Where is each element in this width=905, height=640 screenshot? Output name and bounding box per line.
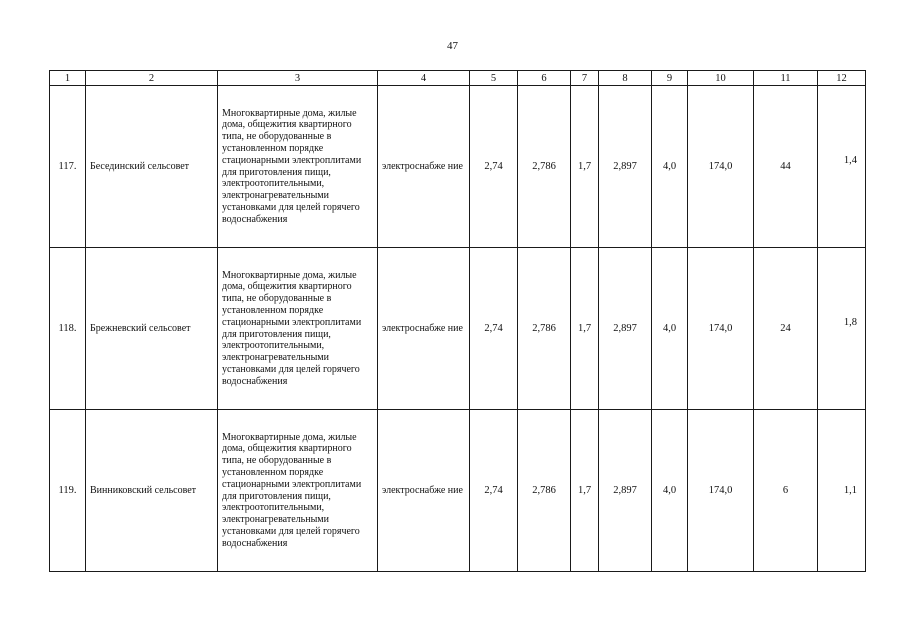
column-header: 6 bbox=[518, 71, 571, 86]
column-header: 2 bbox=[86, 71, 218, 86]
utility-type: электроснабже ние bbox=[378, 248, 470, 410]
value-col-7: 1,7 bbox=[571, 86, 599, 248]
column-header: 1 bbox=[50, 71, 86, 86]
value-col-9: 4,0 bbox=[652, 410, 688, 572]
value-col-8: 2,897 bbox=[599, 410, 652, 572]
column-header: 4 bbox=[378, 71, 470, 86]
value-col-12: 1,1 bbox=[818, 410, 866, 572]
value-col-11: 44 bbox=[754, 86, 818, 248]
table-row bbox=[50, 86, 866, 248]
row-index: 118. bbox=[50, 248, 86, 410]
column-header: 3 bbox=[218, 71, 378, 86]
utility-type: электроснабже ние bbox=[378, 86, 470, 248]
row-index: 119. bbox=[50, 410, 86, 572]
table-header-row bbox=[50, 71, 866, 86]
value-col-8: 2,897 bbox=[599, 86, 652, 248]
column-header: 5 bbox=[470, 71, 518, 86]
municipality-name: Брежневский сельсовет bbox=[86, 248, 218, 410]
column-header: 10 bbox=[688, 71, 754, 86]
value-col-10: 174,0 bbox=[688, 410, 754, 572]
value-col-12: 1,4 bbox=[818, 86, 866, 248]
value-col-9: 4,0 bbox=[652, 86, 688, 248]
value-col-11: 24 bbox=[754, 248, 818, 410]
housing-description: Многоквартирные дома, жилые дома, общежития квартирного типа, не оборудованные в установленном порядке стационарными электроплитами для приготовления пищи, электроотопительными, электронагревательными установками для целей горячего водоснабжения bbox=[218, 86, 378, 248]
municipality-name: Бесединский сельсовет bbox=[86, 86, 218, 248]
value-col-12: 1,8 bbox=[818, 248, 866, 410]
value-col-10: 174,0 bbox=[688, 248, 754, 410]
value-col-7: 1,7 bbox=[571, 248, 599, 410]
value-col-5: 2,74 bbox=[470, 410, 518, 572]
municipality-name: Винниковский сельсовет bbox=[86, 410, 218, 572]
value-col-5: 2,74 bbox=[470, 248, 518, 410]
column-header: 9 bbox=[652, 71, 688, 86]
row-index: 117. bbox=[50, 86, 86, 248]
value-col-11: 6 bbox=[754, 410, 818, 572]
column-header: 7 bbox=[571, 71, 599, 86]
value-col-7: 1,7 bbox=[571, 410, 599, 572]
value-col-6: 2,786 bbox=[518, 86, 571, 248]
value-col-8: 2,897 bbox=[599, 248, 652, 410]
value-col-6: 2,786 bbox=[518, 410, 571, 572]
value-col-5: 2,74 bbox=[470, 86, 518, 248]
value-col-9: 4,0 bbox=[652, 248, 688, 410]
page-number: 47 bbox=[447, 40, 458, 52]
value-col-10: 174,0 bbox=[688, 86, 754, 248]
table-row bbox=[50, 248, 866, 410]
column-header: 12 bbox=[818, 71, 866, 86]
value-col-6: 2,786 bbox=[518, 248, 571, 410]
column-header: 11 bbox=[754, 71, 818, 86]
housing-description: Многоквартирные дома, жилые дома, общежития квартирного типа, не оборудованные в установленном порядке стационарными электроплитами для приготовления пищи, электроотопительными, электронагревательными установками для целей горячего водоснабжения bbox=[218, 248, 378, 410]
column-header: 8 bbox=[599, 71, 652, 86]
housing-description: Многоквартирные дома, жилые дома, общежития квартирного типа, не оборудованные в установленном порядке стационарными электроплитами для приготовления пищи, электроотопительными, электронагревательными установками для целей горячего водоснабжения bbox=[218, 410, 378, 572]
table-row bbox=[50, 410, 866, 572]
utility-type: электроснабже ние bbox=[378, 410, 470, 572]
tariff-table bbox=[49, 70, 866, 572]
